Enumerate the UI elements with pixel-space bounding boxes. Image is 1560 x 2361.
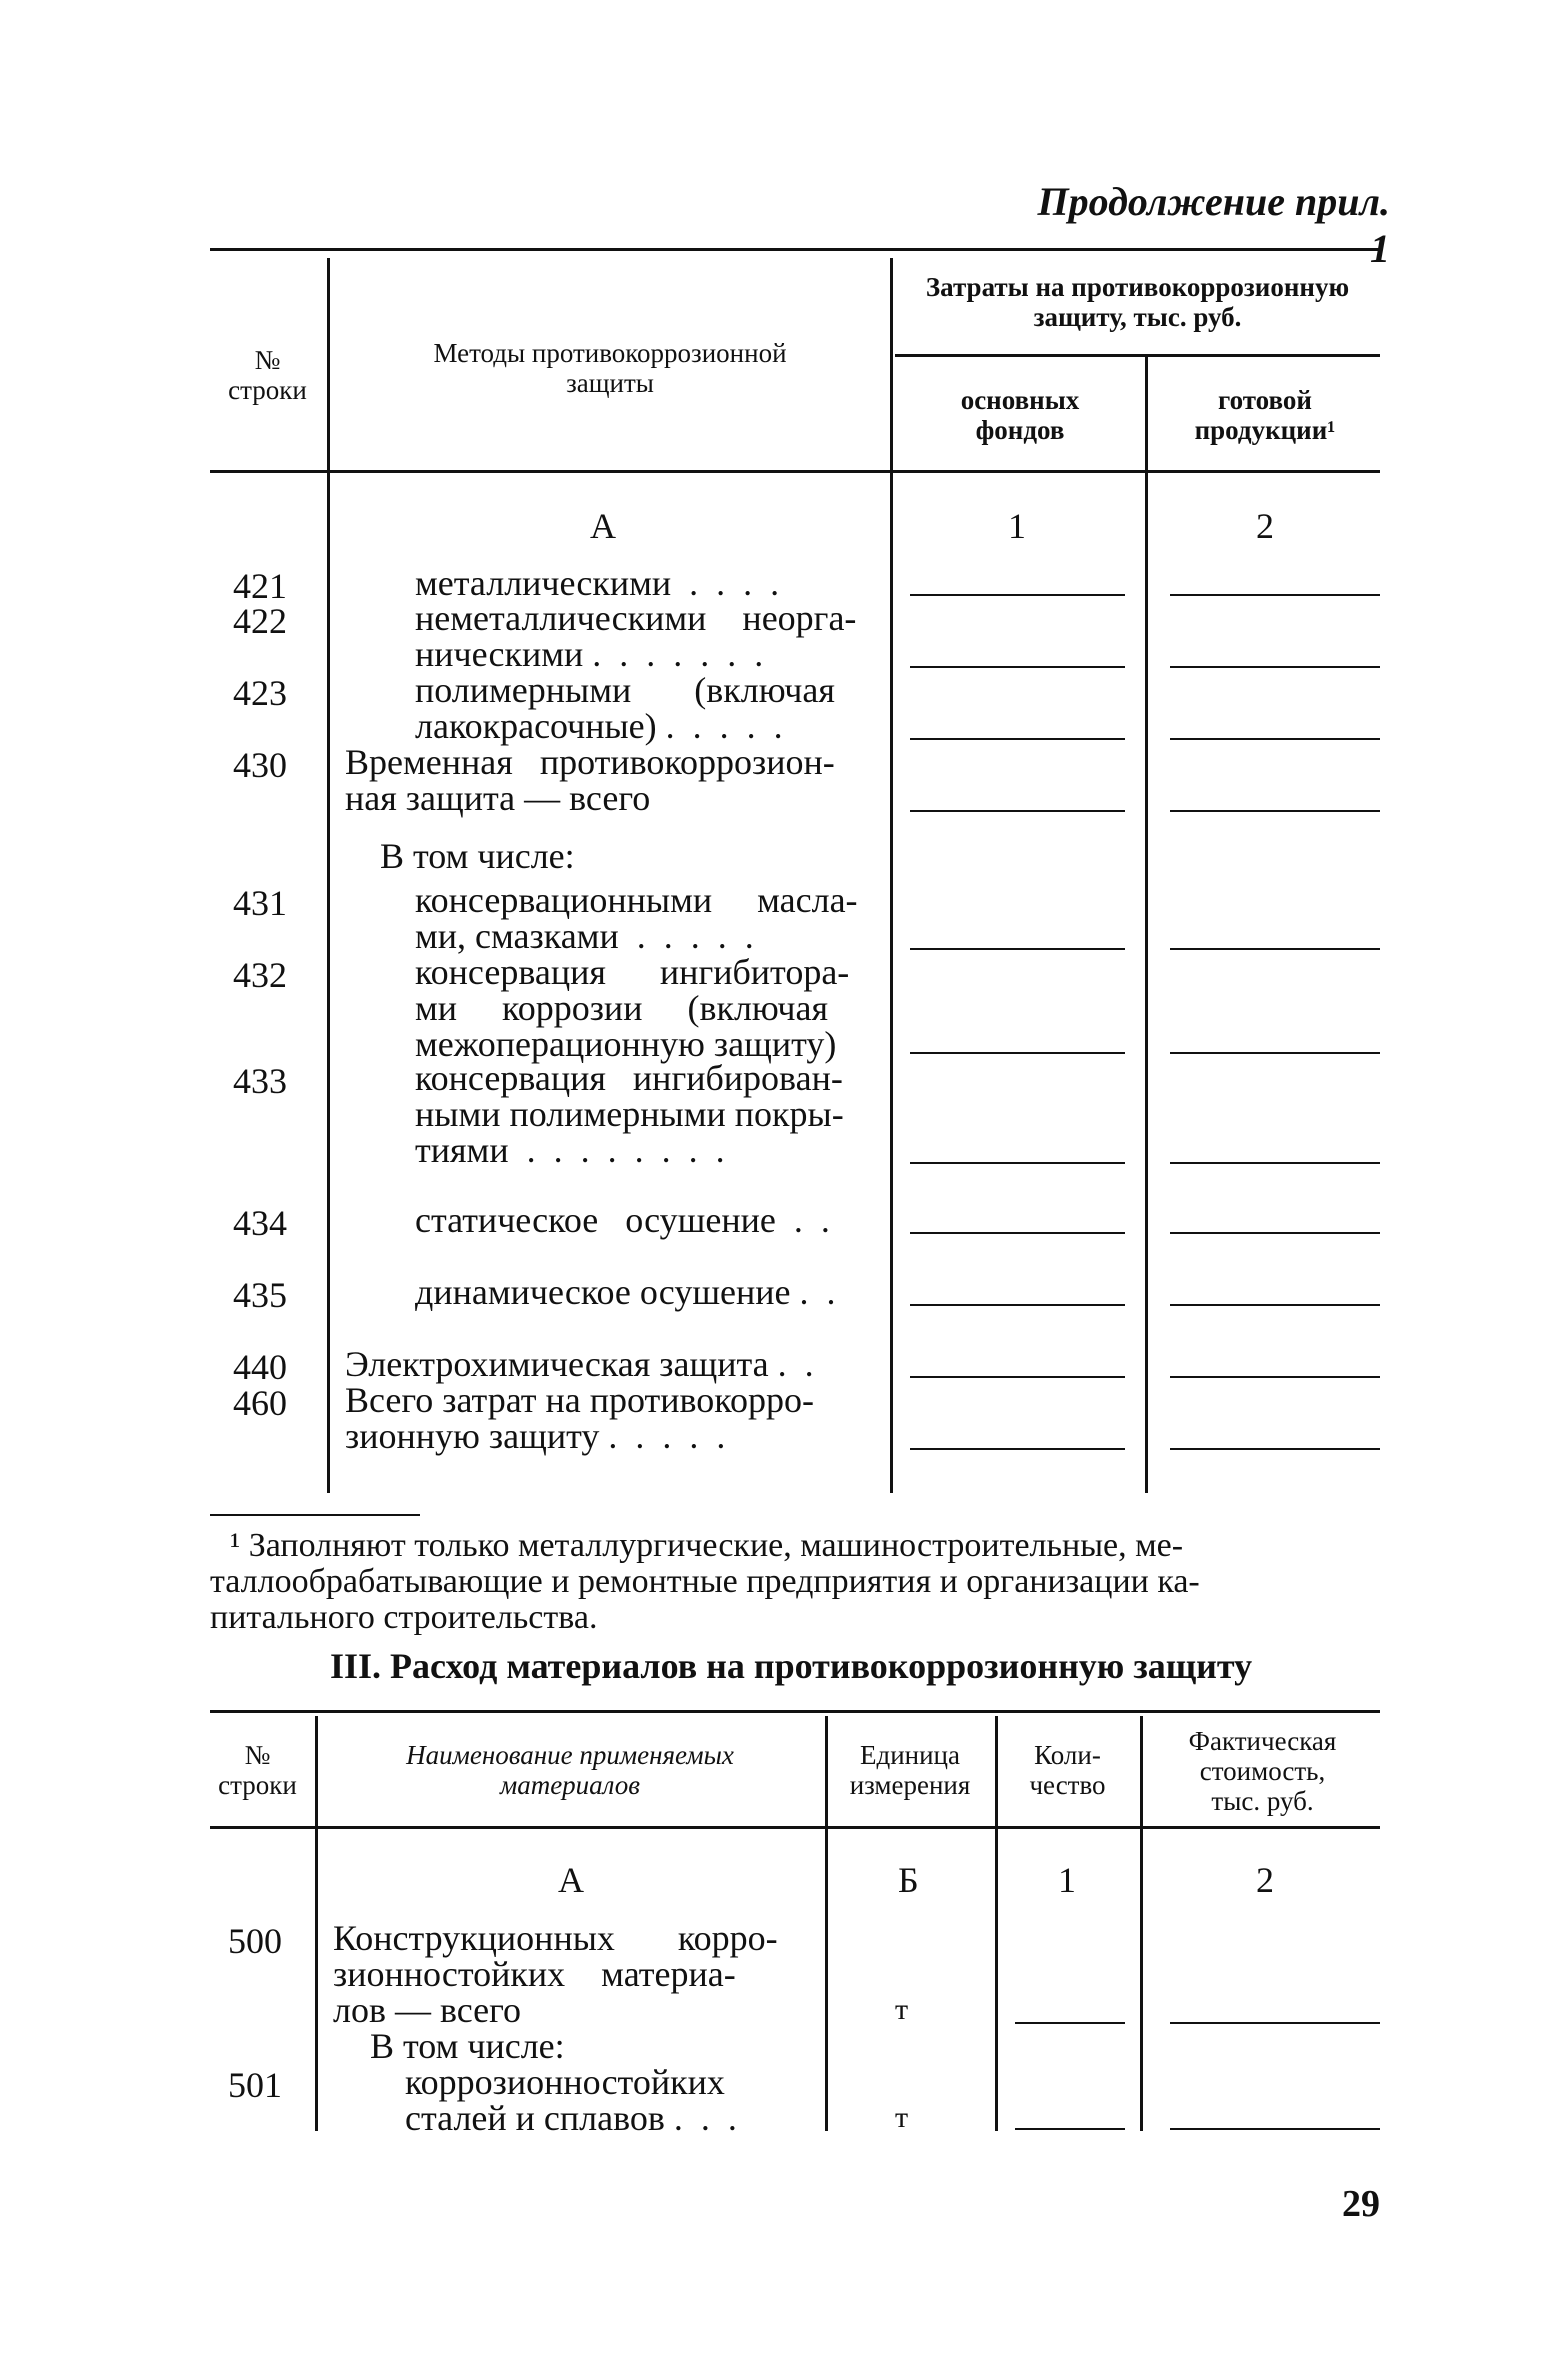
row-label: металлическими . . . . — [415, 563, 780, 603]
col-divider-3 — [995, 1716, 998, 2131]
col-divider-1 — [327, 258, 330, 1493]
col-divider-3 — [1145, 356, 1148, 1493]
header-methods: Методы противокоррозионной защиты — [433, 338, 787, 398]
header-bottom-rule — [210, 470, 1380, 473]
row-label: ми, смазками . . . . . — [415, 916, 754, 956]
header-fixed-assets: основных фондов — [960, 385, 1080, 445]
footnote-line: питального строительства. — [210, 1599, 598, 1636]
header-material-name: Наименование применяемых материалов — [406, 1740, 734, 1800]
row-label: лов — всего — [333, 1990, 522, 2030]
blank-finished-products — [1170, 1162, 1380, 1164]
row-label: зионностойких материа- — [333, 1954, 736, 1994]
section-title: III. Расход материалов на противокоррозионную защиту — [330, 1646, 1253, 1686]
row-number: 421 — [233, 566, 287, 606]
header-row-no: № строки — [218, 1740, 297, 1800]
index-a: А — [590, 506, 616, 546]
page-number: 29 — [1342, 2183, 1380, 2225]
row-label: консервация ингибирован- — [415, 1058, 843, 1098]
row-number: 422 — [233, 601, 287, 641]
header-quantity: Коли- чество — [1029, 1740, 1106, 1800]
row-number: 501 — [228, 2065, 282, 2105]
table-top-rule — [210, 1710, 1380, 1713]
header-costs: Затраты на противокоррозионную защиту, тыс. руб. — [925, 272, 1350, 332]
footnote-line: таллообрабатывающие и ремонтные предприятия и организации ка- — [210, 1563, 1200, 1600]
row-label: Временная противокоррозион- — [345, 742, 835, 782]
blank-fixed-assets — [910, 1052, 1125, 1054]
row-number: 434 — [233, 1203, 287, 1243]
blank-finished-products — [1170, 594, 1380, 596]
row-label: ническими . . . . . . . — [415, 634, 764, 674]
row-label: зионную защиту . . . . . — [345, 1416, 726, 1456]
index-a: А — [558, 1860, 584, 1900]
blank-quantity — [1015, 2128, 1125, 2130]
header-finished-products: готовой продукции¹ — [1194, 385, 1336, 445]
blank-finished-products — [1170, 1052, 1380, 1054]
blank-finished-products — [1170, 666, 1380, 668]
col-divider-2 — [825, 1716, 828, 2131]
blank-fixed-assets — [910, 1304, 1125, 1306]
col-divider-4 — [1140, 1716, 1143, 2131]
blank-fixed-assets — [910, 738, 1125, 740]
row-label: Электрохимическая защита . . — [345, 1344, 814, 1384]
index-1: 1 — [1008, 506, 1026, 546]
row-number: 433 — [233, 1061, 287, 1101]
row-number: 430 — [233, 745, 287, 785]
footnote-line: ¹ Заполняют только металлургические, машиностроительные, ме- — [230, 1527, 1184, 1564]
header-bottom-rule — [210, 1826, 1380, 1829]
row-number: 435 — [233, 1275, 287, 1315]
blank-finished-products — [1170, 1376, 1380, 1378]
blank-finished-products — [1170, 810, 1380, 812]
blank-fixed-assets — [910, 1448, 1125, 1450]
blank-finished-products — [1170, 1232, 1380, 1234]
row-number: 440 — [233, 1347, 287, 1387]
col-divider-1 — [315, 1716, 318, 2131]
row-number: 500 — [228, 1921, 282, 1961]
row-number: 423 — [233, 673, 287, 713]
blank-fixed-assets — [910, 594, 1125, 596]
row-label: тиями . . . . . . . . — [415, 1130, 725, 1170]
blank-finished-products — [1170, 948, 1380, 950]
blank-fixed-assets — [910, 666, 1125, 668]
row-label: неметаллическими неорга- — [415, 598, 857, 638]
blank-fixed-assets — [910, 810, 1125, 812]
row-label: сталей и сплавов . . . — [405, 2098, 737, 2138]
blank-actual-cost — [1170, 2128, 1380, 2130]
table-top-rule — [210, 248, 1380, 251]
header-actual-cost: Фактическая стоимость, тыс. руб. — [1188, 1726, 1337, 1816]
index-2: 2 — [1256, 1860, 1274, 1900]
unit-value: т — [895, 2101, 909, 2134]
blank-finished-products — [1170, 738, 1380, 740]
col-divider-2 — [890, 258, 893, 1493]
row-label: межоперационную защиту) — [415, 1024, 837, 1064]
row-label: динамическое осушение . . — [415, 1272, 836, 1312]
footnote-rule — [210, 1514, 420, 1516]
index-b: Б — [898, 1860, 919, 1900]
blank-actual-cost — [1170, 2022, 1380, 2024]
subgroup-label: В том числе: — [370, 2026, 565, 2066]
blank-finished-products — [1170, 1448, 1380, 1450]
page-header: Продолжение прил. 1 — [1037, 179, 1390, 271]
blank-fixed-assets — [910, 1232, 1125, 1234]
row-label: лакокрасочные) . . . . . — [415, 706, 783, 746]
row-number: 460 — [233, 1383, 287, 1423]
row-label: ными полимерными покры- — [415, 1094, 844, 1134]
row-number: 432 — [233, 955, 287, 995]
row-label: консервационными масла- — [415, 880, 858, 920]
row-number: 431 — [233, 883, 287, 923]
index-2: 2 — [1256, 506, 1274, 546]
blank-fixed-assets — [910, 1376, 1125, 1378]
row-label: ная защита — всего — [345, 778, 651, 818]
blank-fixed-assets — [910, 1162, 1125, 1164]
unit-value: т — [895, 1993, 909, 2026]
row-label: коррозионностойких — [405, 2062, 725, 2102]
row-label: консервация ингибитора- — [415, 952, 850, 992]
header-unit: Единица измерения — [849, 1740, 971, 1800]
blank-fixed-assets — [910, 948, 1125, 950]
row-label: статическое осушение . . — [415, 1200, 830, 1240]
subgroup-label: В том числе: — [380, 836, 575, 876]
row-label: Всего затрат на противокорро- — [345, 1380, 814, 1420]
row-label: полимерными (включая — [415, 670, 835, 710]
blank-finished-products — [1170, 1304, 1380, 1306]
blank-quantity — [1015, 2022, 1125, 2024]
index-1: 1 — [1058, 1860, 1076, 1900]
header-row-no: № строки — [228, 345, 307, 405]
row-label: ми коррозии (включая — [415, 988, 829, 1028]
row-label: Конструкционных корро- — [333, 1918, 778, 1958]
header-sub-rule — [895, 354, 1380, 357]
